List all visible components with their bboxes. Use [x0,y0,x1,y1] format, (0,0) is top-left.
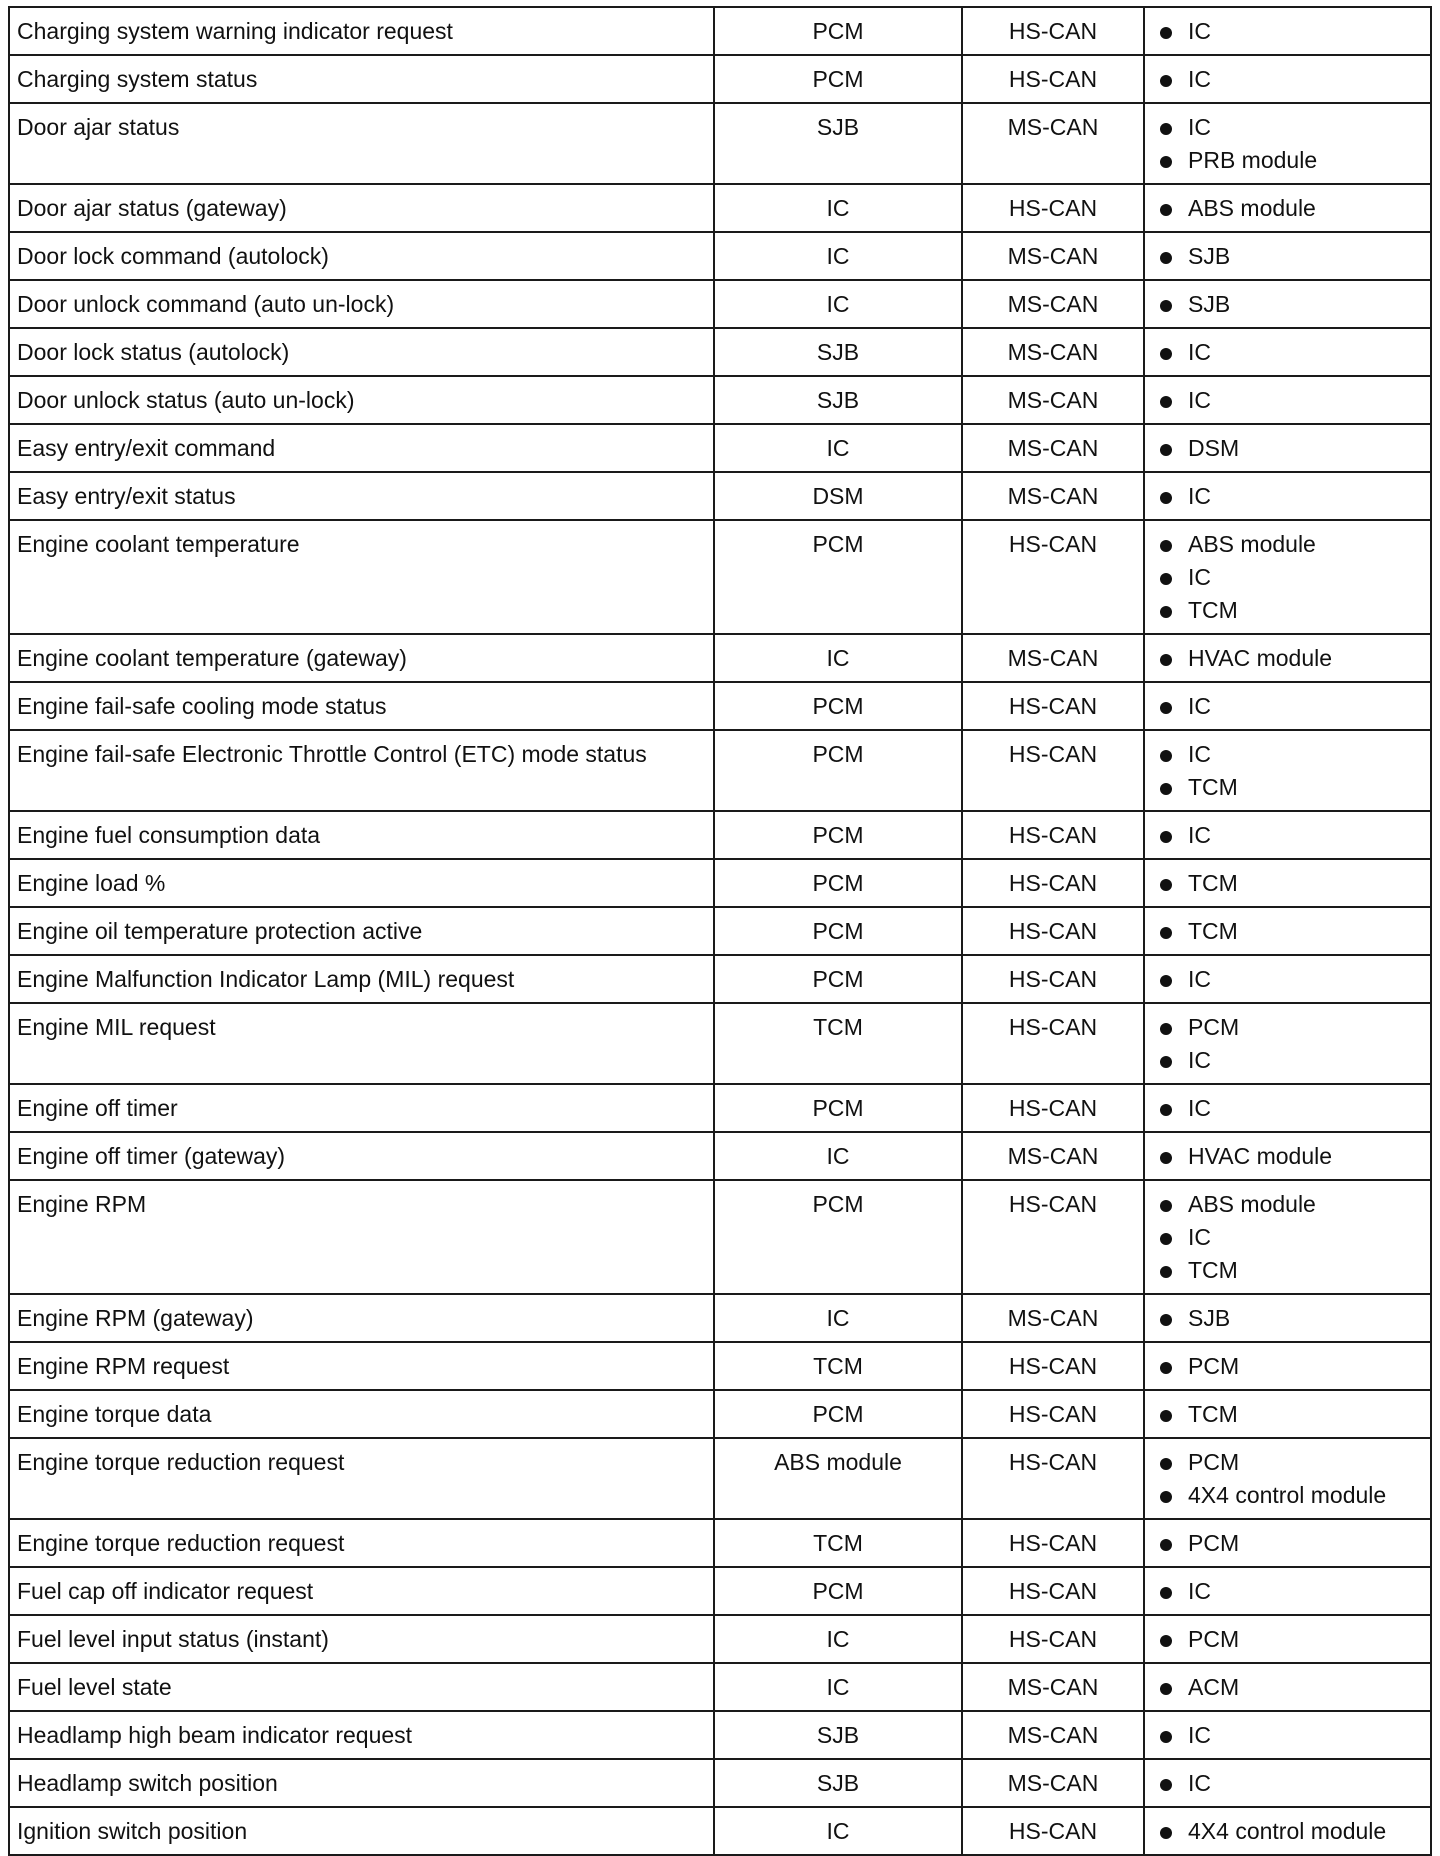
message-cell: Easy entry/exit status [9,472,714,520]
receiver-item: IC [1152,336,1423,369]
receiver-item: IC [1152,111,1423,144]
origin-module-cell: TCM [714,1003,962,1084]
network-cell: HS-CAN [962,1438,1144,1519]
receiver-list [1152,915,1423,948]
message-cell: Fuel level state [9,1663,714,1711]
receiving-modules-cell [1144,811,1431,859]
receiver-list [1152,1350,1423,1383]
receiver-item: IC [1152,1575,1423,1608]
receiver-list [1152,1188,1423,1287]
network-cell: MS-CAN [962,472,1144,520]
receiving-modules-cell [1144,280,1431,328]
receiving-modules-cell [1144,1180,1431,1294]
receiver-item: ABS module [1152,1188,1423,1221]
network-cell: MS-CAN [962,1663,1144,1711]
network-cell: HS-CAN [962,859,1144,907]
receiver-list [1152,1767,1423,1800]
table-row [9,1807,1431,1855]
receiver-item: ABS module [1152,192,1423,225]
origin-module-cell: PCM [714,1390,962,1438]
receiving-modules-cell [1144,1003,1431,1084]
receiver-list [1152,480,1423,513]
origin-module-cell: IC [714,634,962,682]
message-cell: Engine fail-safe cooling mode status [9,682,714,730]
origin-module-cell: IC [714,280,962,328]
receiving-modules-cell [1144,1615,1431,1663]
receiver-item: SJB [1152,1302,1423,1335]
origin-module-cell: SJB [714,103,962,184]
table-row [9,232,1431,280]
network-message-table [8,6,1432,1856]
table-row [9,7,1431,55]
receiving-modules-cell [1144,328,1431,376]
table-row [9,1519,1431,1567]
receiving-modules-cell [1144,103,1431,184]
origin-module-cell: SJB [714,376,962,424]
network-cell: HS-CAN [962,1519,1144,1567]
network-cell: MS-CAN [962,328,1144,376]
origin-module-cell: IC [714,1132,962,1180]
receiver-item: IC [1152,1221,1423,1254]
receiver-item: IC [1152,561,1423,594]
receiving-modules-cell [1144,634,1431,682]
table-row [9,1342,1431,1390]
origin-module-cell: SJB [714,1711,962,1759]
message-cell: Engine torque reduction request [9,1438,714,1519]
receiver-item: PCM [1152,1350,1423,1383]
message-cell: Engine torque data [9,1390,714,1438]
receiver-item: PRB module [1152,144,1423,177]
origin-module-cell: TCM [714,1519,962,1567]
origin-module-cell: PCM [714,907,962,955]
receiving-modules-cell [1144,1759,1431,1807]
receiver-list [1152,642,1423,675]
receiving-modules-cell [1144,859,1431,907]
receiver-list [1152,963,1423,996]
message-cell: Engine load % [9,859,714,907]
receiver-list [1152,690,1423,723]
table-row [9,811,1431,859]
receiving-modules-cell [1144,730,1431,811]
network-cell: HS-CAN [962,1567,1144,1615]
receiving-modules-cell [1144,682,1431,730]
message-cell: Engine fuel consumption data [9,811,714,859]
table-row [9,634,1431,682]
receiver-list [1152,1140,1423,1173]
network-cell: HS-CAN [962,682,1144,730]
network-cell: HS-CAN [962,1615,1144,1663]
network-cell: HS-CAN [962,907,1144,955]
receiving-modules-cell [1144,1663,1431,1711]
origin-module-cell: IC [714,1294,962,1342]
network-cell: MS-CAN [962,280,1144,328]
origin-module-cell: PCM [714,730,962,811]
table-row [9,1390,1431,1438]
receiver-list [1152,1623,1423,1656]
receiver-item: TCM [1152,1254,1423,1287]
receiver-item: TCM [1152,771,1423,804]
receiver-item: TCM [1152,867,1423,900]
message-cell: Door ajar status (gateway) [9,184,714,232]
receiving-modules-cell [1144,7,1431,55]
receiver-list [1152,1302,1423,1335]
origin-module-cell: IC [714,184,962,232]
receiver-list [1152,63,1423,96]
table-row [9,280,1431,328]
receiver-item: IC [1152,738,1423,771]
message-cell: Engine MIL request [9,1003,714,1084]
receiver-item: PCM [1152,1623,1423,1656]
receiver-list [1152,1398,1423,1431]
receiver-list [1152,1575,1423,1608]
origin-module-cell: PCM [714,682,962,730]
table-row [9,1711,1431,1759]
message-cell: Door unlock command (auto un-lock) [9,280,714,328]
receiving-modules-cell [1144,520,1431,634]
receiving-modules-cell [1144,1342,1431,1390]
origin-module-cell: SJB [714,328,962,376]
table-row [9,730,1431,811]
table-row [9,955,1431,1003]
origin-module-cell: PCM [714,955,962,1003]
network-cell: MS-CAN [962,1711,1144,1759]
table-row [9,184,1431,232]
table-row [9,520,1431,634]
message-cell: Headlamp switch position [9,1759,714,1807]
network-cell: HS-CAN [962,1807,1144,1855]
receiver-list [1152,528,1423,627]
message-cell: Engine off timer (gateway) [9,1132,714,1180]
receiver-item: TCM [1152,594,1423,627]
receiver-list [1152,867,1423,900]
network-cell: HS-CAN [962,7,1144,55]
network-cell: HS-CAN [962,55,1144,103]
message-cell: Door lock status (autolock) [9,328,714,376]
network-cell: MS-CAN [962,1294,1144,1342]
table-row [9,1294,1431,1342]
receiving-modules-cell [1144,1084,1431,1132]
table-row [9,103,1431,184]
receiving-modules-cell [1144,1390,1431,1438]
origin-module-cell: IC [714,424,962,472]
message-cell: Fuel cap off indicator request [9,1567,714,1615]
message-cell: Engine RPM (gateway) [9,1294,714,1342]
receiver-item: IC [1152,690,1423,723]
message-cell: Fuel level input status (instant) [9,1615,714,1663]
message-cell: Engine coolant temperature (gateway) [9,634,714,682]
receiver-list [1152,288,1423,321]
message-cell: Engine RPM request [9,1342,714,1390]
receiver-item: IC [1152,963,1423,996]
receiver-list [1152,1092,1423,1125]
origin-module-cell: PCM [714,7,962,55]
table-row [9,1132,1431,1180]
table-body [9,7,1431,1855]
receiving-modules-cell [1144,1567,1431,1615]
receiver-item: IC [1152,1092,1423,1125]
network-cell: HS-CAN [962,1342,1144,1390]
receiver-list [1152,1446,1423,1512]
network-cell: HS-CAN [962,811,1144,859]
receiver-item: PCM [1152,1446,1423,1479]
receiving-modules-cell [1144,1519,1431,1567]
receiver-list [1152,384,1423,417]
origin-module-cell: PCM [714,1084,962,1132]
message-cell: Engine oil temperature protection active [9,907,714,955]
network-cell: HS-CAN [962,1003,1144,1084]
origin-module-cell: TCM [714,1342,962,1390]
receiving-modules-cell [1144,472,1431,520]
receiving-modules-cell [1144,232,1431,280]
origin-module-cell: PCM [714,811,962,859]
origin-module-cell: DSM [714,472,962,520]
receiver-item: IC [1152,1719,1423,1752]
receiver-item: DSM [1152,432,1423,465]
receiver-item: PCM [1152,1527,1423,1560]
table-row [9,1567,1431,1615]
receiver-item: IC [1152,63,1423,96]
receiver-item: 4X4 control module [1152,1815,1423,1848]
message-cell: Engine coolant temperature [9,520,714,634]
table-row [9,1180,1431,1294]
receiver-item: IC [1152,15,1423,48]
table-row [9,1663,1431,1711]
table-row [9,907,1431,955]
receiver-list [1152,336,1423,369]
receiver-list [1152,432,1423,465]
receiver-list [1152,738,1423,804]
network-cell: HS-CAN [962,730,1144,811]
network-cell: HS-CAN [962,184,1144,232]
network-cell: HS-CAN [962,1084,1144,1132]
network-cell: MS-CAN [962,376,1144,424]
message-cell: Headlamp high beam indicator request [9,1711,714,1759]
receiver-list [1152,1011,1423,1077]
origin-module-cell: PCM [714,859,962,907]
receiving-modules-cell [1144,1807,1431,1855]
receiving-modules-cell [1144,424,1431,472]
network-cell: MS-CAN [962,103,1144,184]
table-row [9,1084,1431,1132]
receiver-item: TCM [1152,1398,1423,1431]
receiver-list [1152,819,1423,852]
receiver-item: IC [1152,480,1423,513]
receiving-modules-cell [1144,184,1431,232]
receiver-item: PCM [1152,1011,1423,1044]
receiver-list [1152,15,1423,48]
receiver-item: IC [1152,384,1423,417]
message-cell: Door ajar status [9,103,714,184]
network-cell: MS-CAN [962,1759,1144,1807]
receiving-modules-cell [1144,376,1431,424]
receiver-item: HVAC module [1152,642,1423,675]
receiver-list [1152,1527,1423,1560]
table-row [9,682,1431,730]
receiving-modules-cell [1144,55,1431,103]
receiver-item: HVAC module [1152,1140,1423,1173]
origin-module-cell: PCM [714,55,962,103]
network-cell: HS-CAN [962,520,1144,634]
receiver-item: SJB [1152,240,1423,273]
origin-module-cell: IC [714,1807,962,1855]
receiver-item: ACM [1152,1671,1423,1704]
origin-module-cell: PCM [714,1567,962,1615]
receiver-list [1152,1719,1423,1752]
message-cell: Charging system status [9,55,714,103]
origin-module-cell: IC [714,1663,962,1711]
table-row [9,376,1431,424]
message-cell: Engine torque reduction request [9,1519,714,1567]
origin-module-cell: PCM [714,1180,962,1294]
receiver-item: 4X4 control module [1152,1479,1423,1512]
receiving-modules-cell [1144,955,1431,1003]
receiver-item: IC [1152,819,1423,852]
receiver-list [1152,1815,1423,1848]
table-row [9,424,1431,472]
origin-module-cell: IC [714,232,962,280]
table-row [9,1438,1431,1519]
receiver-list [1152,192,1423,225]
receiver-list [1152,1671,1423,1704]
receiving-modules-cell [1144,1438,1431,1519]
receiver-item: SJB [1152,288,1423,321]
table-row [9,1003,1431,1084]
receiving-modules-cell [1144,1711,1431,1759]
network-cell: HS-CAN [962,1390,1144,1438]
network-cell: MS-CAN [962,232,1144,280]
network-cell: HS-CAN [962,955,1144,1003]
network-cell: HS-CAN [962,1180,1144,1294]
network-cell: MS-CAN [962,634,1144,682]
message-cell: Charging system warning indicator request [9,7,714,55]
receiving-modules-cell [1144,1132,1431,1180]
receiver-list [1152,111,1423,177]
origin-module-cell: SJB [714,1759,962,1807]
message-cell: Engine Malfunction Indicator Lamp (MIL) request [9,955,714,1003]
receiving-modules-cell [1144,1294,1431,1342]
receiver-item: TCM [1152,915,1423,948]
origin-module-cell: IC [714,1615,962,1663]
table-row [9,1759,1431,1807]
table-row [9,1615,1431,1663]
network-cell: MS-CAN [962,1132,1144,1180]
message-cell: Ignition switch position [9,1807,714,1855]
receiving-modules-cell [1144,907,1431,955]
table-row [9,859,1431,907]
receiver-list [1152,240,1423,273]
table-row [9,55,1431,103]
table-row [9,472,1431,520]
network-cell: MS-CAN [962,424,1144,472]
message-cell: Door lock command (autolock) [9,232,714,280]
receiver-item: IC [1152,1767,1423,1800]
message-cell: Easy entry/exit command [9,424,714,472]
origin-module-cell: PCM [714,520,962,634]
message-cell: Door unlock status (auto un-lock) [9,376,714,424]
message-cell: Engine fail-safe Electronic Throttle Control (ETC) mode status [9,730,714,811]
receiver-item: IC [1152,1044,1423,1077]
message-cell: Engine RPM [9,1180,714,1294]
message-cell: Engine off timer [9,1084,714,1132]
origin-module-cell: ABS module [714,1438,962,1519]
table-row [9,328,1431,376]
receiver-item: ABS module [1152,528,1423,561]
